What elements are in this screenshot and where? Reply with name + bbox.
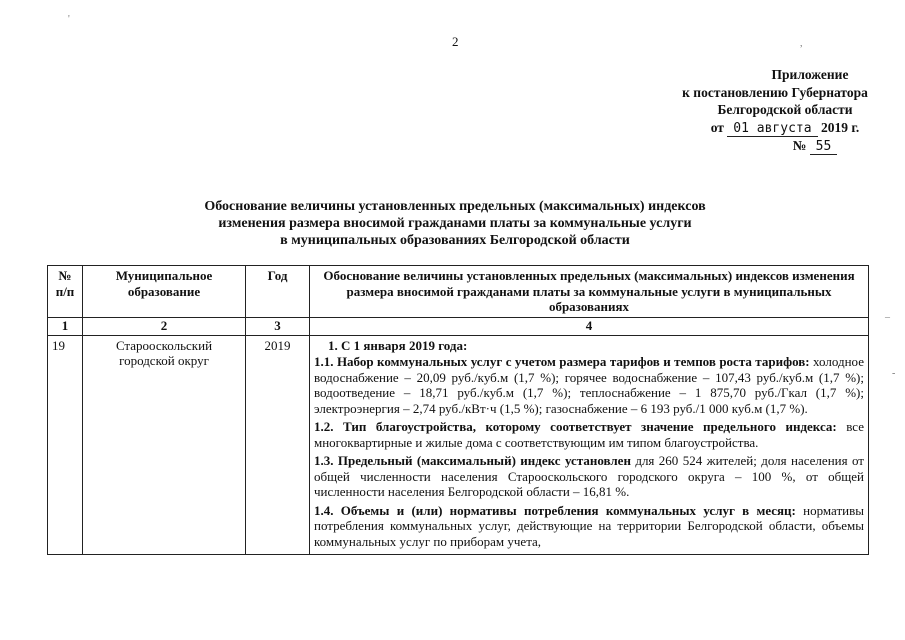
column-number-row [48, 317, 869, 335]
section-1-1-text: холодное водоснабжение – 20,09 руб./куб.м (1,7 %); горячее водоснабжение – 107,43 руб./куб.м (1,7 %); водоотведение – 18,71 руб./куб.м (1,7 %); теплоснабжение – 1 875,70 руб./Гкал (1,7 %); электроэнергия – 2,74 руб./кВт·ч (1,5 %); газоснабжение – 6 193 руб./1 000 куб.м (1,7 %). [314, 354, 864, 416]
section-1-2 [314, 419, 864, 450]
appendix-number [640, 137, 890, 156]
date-prefix: от [710, 119, 724, 135]
date-value: 01 августа [727, 121, 817, 137]
table-row [48, 335, 869, 555]
row-num: 19 [48, 335, 83, 555]
title-line-1: Обоснование величины установленных предельных (максимальных) индексов [204, 199, 706, 214]
row-municipality: Старооскольский городской округ [83, 335, 246, 555]
section-1-3-text: для 260 524 жителей; доля населения от общей численности населения Старооскольского городского округа – 100 %, от общей численности населения Белгородской области – 16,81 %. [314, 453, 864, 499]
scan-speck: - [892, 368, 896, 379]
appendix-block [640, 66, 890, 156]
indices-table [47, 265, 869, 555]
column-number-4: 4 [310, 317, 869, 335]
page-number: 2 [452, 34, 459, 49]
column-number-2: 2 [83, 317, 246, 335]
title-line-3: в муниципальных образованиях Белгородской области [280, 233, 630, 248]
table-header-row [48, 266, 869, 318]
appendix-label: Приложение [771, 67, 849, 82]
title-line-2: изменения размера вносимой гражданами платы за коммунальные услуги [218, 216, 692, 231]
scan-speck: – [885, 312, 890, 323]
date-suffix: 2019 г. [820, 119, 860, 135]
section-1-2-text: все многоквартирные и жилые дома с соответствующим им типом благоустройства. [314, 419, 864, 450]
header-num: № п/п [48, 266, 83, 318]
header-year: Год [246, 266, 310, 318]
section-1-2-title: 1.2. Тип благоустройства, которому соответствует значение предельного индекса: [314, 419, 837, 434]
header-justification: Обоснование величины установленных предельных (максимальных) индексов изменения размера вносимой гражданами платы за коммунальные услуги в муниципальных образованиях [310, 266, 869, 318]
column-number-3: 3 [246, 317, 310, 335]
section-1-3 [314, 453, 864, 500]
number-value: 55 [810, 139, 838, 155]
column-number-1: 1 [48, 317, 83, 335]
appendix-region: Белгородской области [717, 102, 853, 117]
scan-speck: ' [68, 14, 70, 25]
section-1-1 [314, 354, 864, 416]
section-1-1-title: 1.1. Набор коммунальных услуг с учетом размера тарифов и темпов роста тарифов: [314, 354, 810, 369]
document-title [160, 198, 750, 249]
section-date: 1. С 1 января 2019 года: [328, 337, 468, 353]
row-justification [310, 335, 869, 555]
scan-speck: , [800, 38, 803, 49]
number-prefix: № [792, 138, 807, 153]
section-1-4 [314, 503, 864, 550]
appendix-decree: к постановлению Губернатора [682, 84, 868, 100]
section-1-4-title: 1.4. Объемы и (или) нормативы потребления коммунальных услуг в месяц: [314, 502, 796, 518]
appendix-date [640, 119, 890, 138]
row-year: 2019 [246, 335, 310, 555]
section-1-4-text: нормативы потребления коммунальных услуг, действующие на территории Белгородской области, объемы коммунальных услуг по приборам учета, [314, 502, 864, 549]
section-1-3-title: 1.3. Предельный (максимальный) индекс установлен [314, 453, 631, 468]
header-municipality: Муниципальное образование [83, 266, 246, 318]
